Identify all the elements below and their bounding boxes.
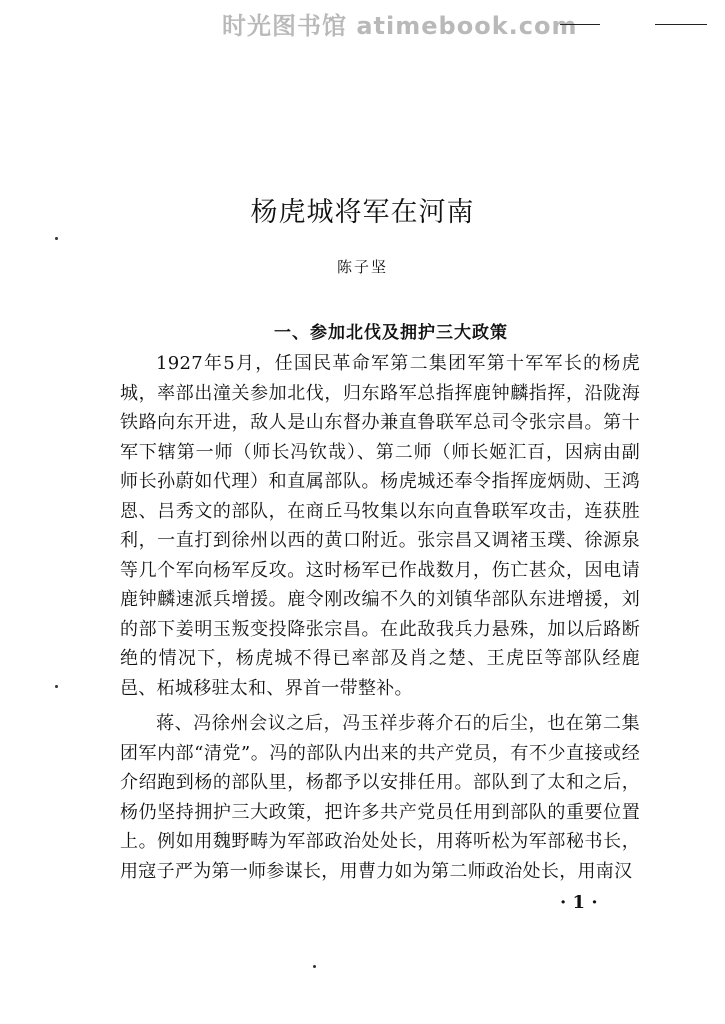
- scan-speck: [55, 685, 58, 688]
- scan-speck: [55, 237, 58, 240]
- page-number: · 1 ·: [560, 892, 598, 913]
- article-title: 杨虎城将军在河南: [250, 197, 475, 228]
- watermark: 时光图书馆 atimebook.com: [222, 12, 578, 40]
- article-body: [120, 349, 640, 892]
- body-paragraph: 蒋、冯徐州会议之后，冯玉祥步蒋介石的后尘，也在第二集团军内部“清党”。冯的部队内出来的共产党员，有不少直接或经介绍跑到杨的部队里，杨都予以安排任用。部队到了太和之后，杨仍坚持拥护三大政策，把许多共产党员任用到部队的重要位置上。例如用魏野畴为军部政治处处长，用蒋听松为军部秘书长，用寇子严为第一师参谋长，用曹力如为第二师政治处长，用南汉: [120, 713, 640, 882]
- header-rule-right: [655, 24, 707, 25]
- scan-speck: [313, 965, 316, 968]
- section-heading: 一、参加北伐及拥护三大政策: [274, 323, 508, 343]
- header-rule-left: [560, 24, 600, 25]
- body-paragraph: 1927年5月，任国民革命军第二集团军第十军军长的杨虎城，率部出潼关参加北伐，归东路军总指挥鹿钟麟指挥，沿陇海铁路向东开进，敌人是山东督办兼直鲁联军总司令张宗昌。第十军下辖第一师（师长冯钦哉）、第二师（师长姬汇百，因病由副师长孙蔚如代理）和直属部队。杨虎城还奉令指挥庞炳勋、王鸿恩、吕秀文的部队，在商丘马牧集以东向直鲁联军攻击，连获胜利，一直打到徐州以西的黄口附近。张宗昌又调褚玉璞、徐源泉等几个军向杨军反攻。这时杨军已作战数月，伤亡甚众，因电请鹿钟麟速派兵增援。鹿令刚改编不久的刘镇华部队东进增援，刘的部下姜明玉叛变投降张宗昌。在此敌我兵力悬殊，加以后路断绝的情况下，杨虎城不得已率部及肖之楚、王虎臣等部队经鹿邑、柘城移驻太和、界首一带整补。: [120, 353, 640, 699]
- article-author: 陈子坚: [336, 258, 388, 276]
